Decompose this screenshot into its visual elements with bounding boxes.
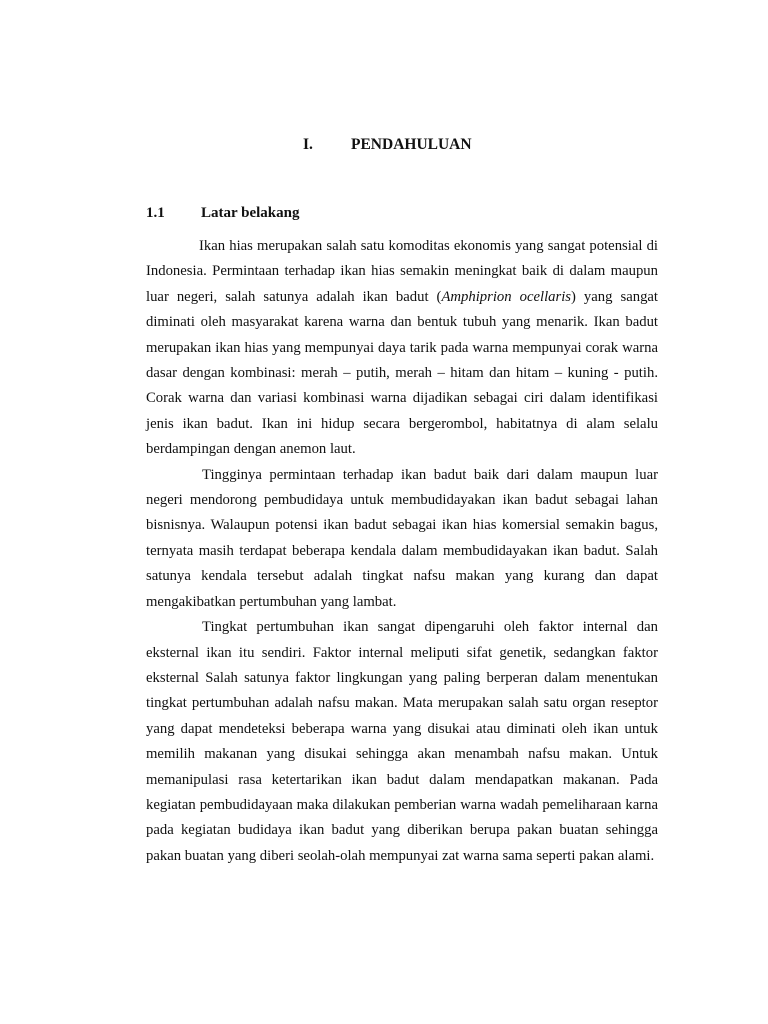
- paragraph-1: [146, 234, 658, 463]
- paragraph-2: Tingginya permintaan terhadap ikan badut baik dari dalam maupun luar negeri mendorong pembudidaya untuk membudidayakan ikan badut sebagai lahan bisnisnya. Walaupun potensi ikan badut sebagai ikan hias komersial semakin bagus, ternyata masih terdapat beberapa kendala dalam membudidayakan ikan badut. Salah satunya kendala tersebut adalah tingkat nafsu makan yang kurang dan dapat mengakibatkan pertumbuhan yang lambat.: [146, 466, 658, 610]
- section-number: 1.1: [146, 205, 165, 221]
- section-title: Latar belakang: [201, 205, 300, 221]
- chapter-heading: [0, 136, 768, 160]
- chapter-title: PENDAHULUAN: [351, 136, 472, 153]
- section-heading: [146, 205, 666, 227]
- paragraph-3: Tingkat pertumbuhan ikan sangat dipengaruhi oleh faktor internal dan eksternal ikan itu sendiri. Faktor internal meliputi sifat genetik, sedangkan faktor eksternal Salah satunya faktor lingkungan yang paling berperan dalam menentukan tingkat pertumbuhan adalah nafsu makan. Mata merupakan salah satu organ reseptor yang dapat mendeteksi beberapa warna yang disukai atau diminati oleh ikan untuk memilih makanan yang disukai sehingga akan menambah nafsu makan. Untuk memanipulasi rasa ketertarikan ikan badut dalam mendapatkan makanan. Pada kegiatan pembudidayaan maka dilakukan pemberian warna wadah pemeliharaan karna pada kegiatan budidaya ikan badut yang diberikan berupa pakan buatan sehingga pakan buatan yang diberi seolah-olah mempunyai zat warna sama seperti pakan alami.: [146, 619, 658, 864]
- chapter-number: I.: [303, 136, 313, 153]
- paragraph-1-text-start: Ikan hias merupakan salah satu komoditas ekonomis yang sangat potensial di Indonesia. Permintaan terhadap ikan hias semakin meningkat baik di dalam maupun luar negeri, salah satunya adalah ikan badut (: [146, 238, 658, 305]
- species-name: Amphiprion ocellaris: [441, 288, 572, 305]
- paragraph-1-text-end: ) yang sangat diminati oleh masyarakat karena warna dan bentuk tubuh yang menarik. Ikan badut merupakan ikan hias yang mempunyai daya tarik pada warna mempunyai corak warna dasar dengan kombinasi: merah – putih, merah – hitam dan hitam – kuning - putih. Corak warna dan variasi kombinasi warna dijadikan sebagai ciri dalam identifikasi jenis ikan badut. Ikan ini hidup secara bergerombol, habitatnya di alam selalu berdampingan dengan anemon laut.: [146, 288, 659, 458]
- body-text: [146, 234, 658, 869]
